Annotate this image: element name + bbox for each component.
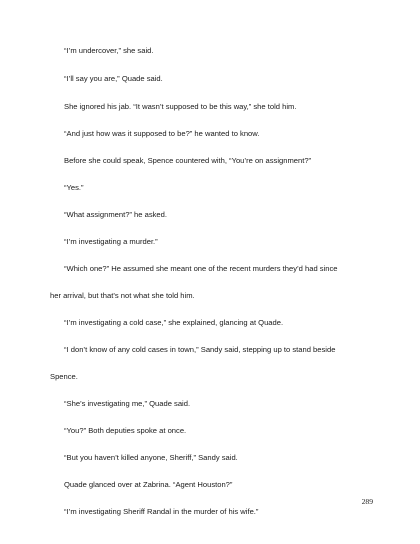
text-line: “And just how was it supposed to be?” he wanted to know. <box>64 129 260 138</box>
paragraph <box>0 182 420 193</box>
text-line: “I’ll say you are,” Quade said. <box>64 74 163 83</box>
text-line: “She’s investigating me,” Quade said. <box>64 399 191 408</box>
paragraph <box>0 479 420 490</box>
text-line: “You?” Both deputies spoke at once. <box>64 426 187 435</box>
paragraph <box>0 155 420 166</box>
text-line: Quade glanced over at Zabrina. “Agent Houston?” <box>64 480 233 489</box>
paragraph <box>0 398 420 409</box>
paragraph <box>0 101 420 112</box>
text-line: “I’m investigating a cold case,” she explained, glancing at Quade. <box>64 318 284 327</box>
paragraph <box>0 45 420 56</box>
paragraph <box>0 128 420 139</box>
text-line: “I’m investigating a murder.” <box>64 237 158 246</box>
text-line: “I’m investigating Sheriff Randal in the murder of his wife.” <box>64 507 259 516</box>
paragraph <box>0 236 420 247</box>
text-line: “I don’t know of any cold cases in town,” Sandy said, stepping up to stand beside <box>64 345 336 354</box>
paragraph <box>0 452 420 463</box>
text-line: her arrival, but that’s not what she told him. <box>50 291 195 300</box>
text-line: Spence. <box>50 372 78 381</box>
text-line: “Yes.” <box>64 183 84 192</box>
paragraph <box>0 506 420 517</box>
text-line: Before she could speak, Spence countered with, “You’re on assignment?” <box>64 156 312 165</box>
paragraph <box>0 344 420 382</box>
text-line: “What assignment?” he asked. <box>64 210 167 219</box>
text-line: “I’m undercover,” she said. <box>64 46 154 55</box>
text-line: “Which one?” He assumed she meant one of the recent murders they’d had since <box>64 264 338 273</box>
paragraph <box>0 317 420 328</box>
page-number: 289 <box>361 497 373 506</box>
text-line: She ignored his jab. “It wasn’t supposed to be this way,” she told him. <box>64 102 297 111</box>
paragraph <box>0 425 420 436</box>
paragraph <box>0 263 420 301</box>
paragraph <box>0 73 420 84</box>
paragraph <box>0 209 420 220</box>
text-line: “But you haven’t killed anyone, Sheriff,” Sandy said. <box>64 453 238 462</box>
